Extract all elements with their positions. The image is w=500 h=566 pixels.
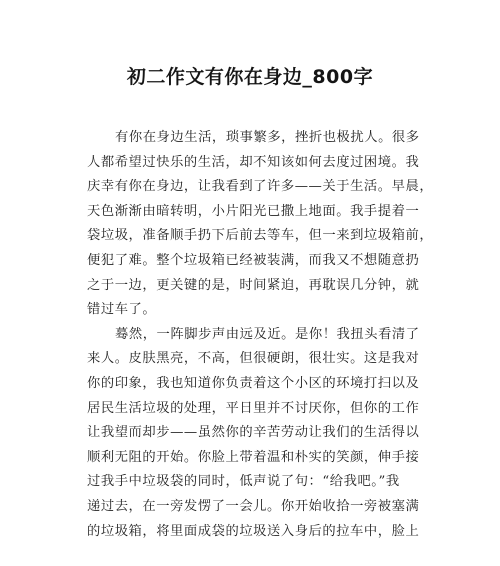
text-line: 递过去，在一旁发愣了一会儿。你开始收拾一旁被塞满 <box>87 498 420 514</box>
document-title: 初二作文有你在身边_800字 <box>126 66 374 88</box>
text-line: 蓦然，一阵脚步声由远及近。是你！我扭头看清了 <box>115 326 420 342</box>
text-line: 的垃圾箱，将里面成袋的垃圾送入身后的拉车中，脸上 <box>87 523 420 539</box>
text-line: 你的印象，我也知道你负责着这个小区的环境打扫以及 <box>87 375 420 391</box>
text-line: 袋垃圾，准备顺手扔下后前去等车，但一来到垃圾箱前， <box>87 228 434 244</box>
text-line: 错过车了。 <box>87 302 157 318</box>
text-line: 天色渐渐由暗转明，小片阳光已撒上地面。我手提着一 <box>87 203 420 219</box>
text-line: 人都希望过快乐的生活，却不知该如何去度过困境。我 <box>87 154 420 170</box>
text-line: 居民生活垃圾的处理，平日里并不讨厌你，但你的工作 <box>87 400 420 416</box>
text-line: 之于一边，更关键的是，时间紧迫，再耽误几分钟，就 <box>87 277 420 293</box>
text-line: 顺利无阻的开始。你脸上带着温和朴实的笑颜，伸手接 <box>87 449 420 465</box>
text-line: 让我望而却步——虽然你的辛苦劳动让我们的生活得以 <box>87 425 420 441</box>
text-line: 便犯了难。整个垃圾箱已经被装满，而我又不想随意扔 <box>87 252 420 268</box>
text-line: 有你在身边生活，琐事繁多，挫折也极扰人。很多 <box>115 130 420 145</box>
text-line: 庆幸有你在身边，让我看到了许多——关于生活。早晨， <box>87 179 434 195</box>
document-body <box>87 126 434 544</box>
text-line: 来人。皮肤黑亮，不高，但很硬朗，很壮实。这是我对 <box>87 351 420 367</box>
text-line: 过我手中垃圾袋的同时，低声说了句：“给我吧。”我 <box>87 474 400 490</box>
